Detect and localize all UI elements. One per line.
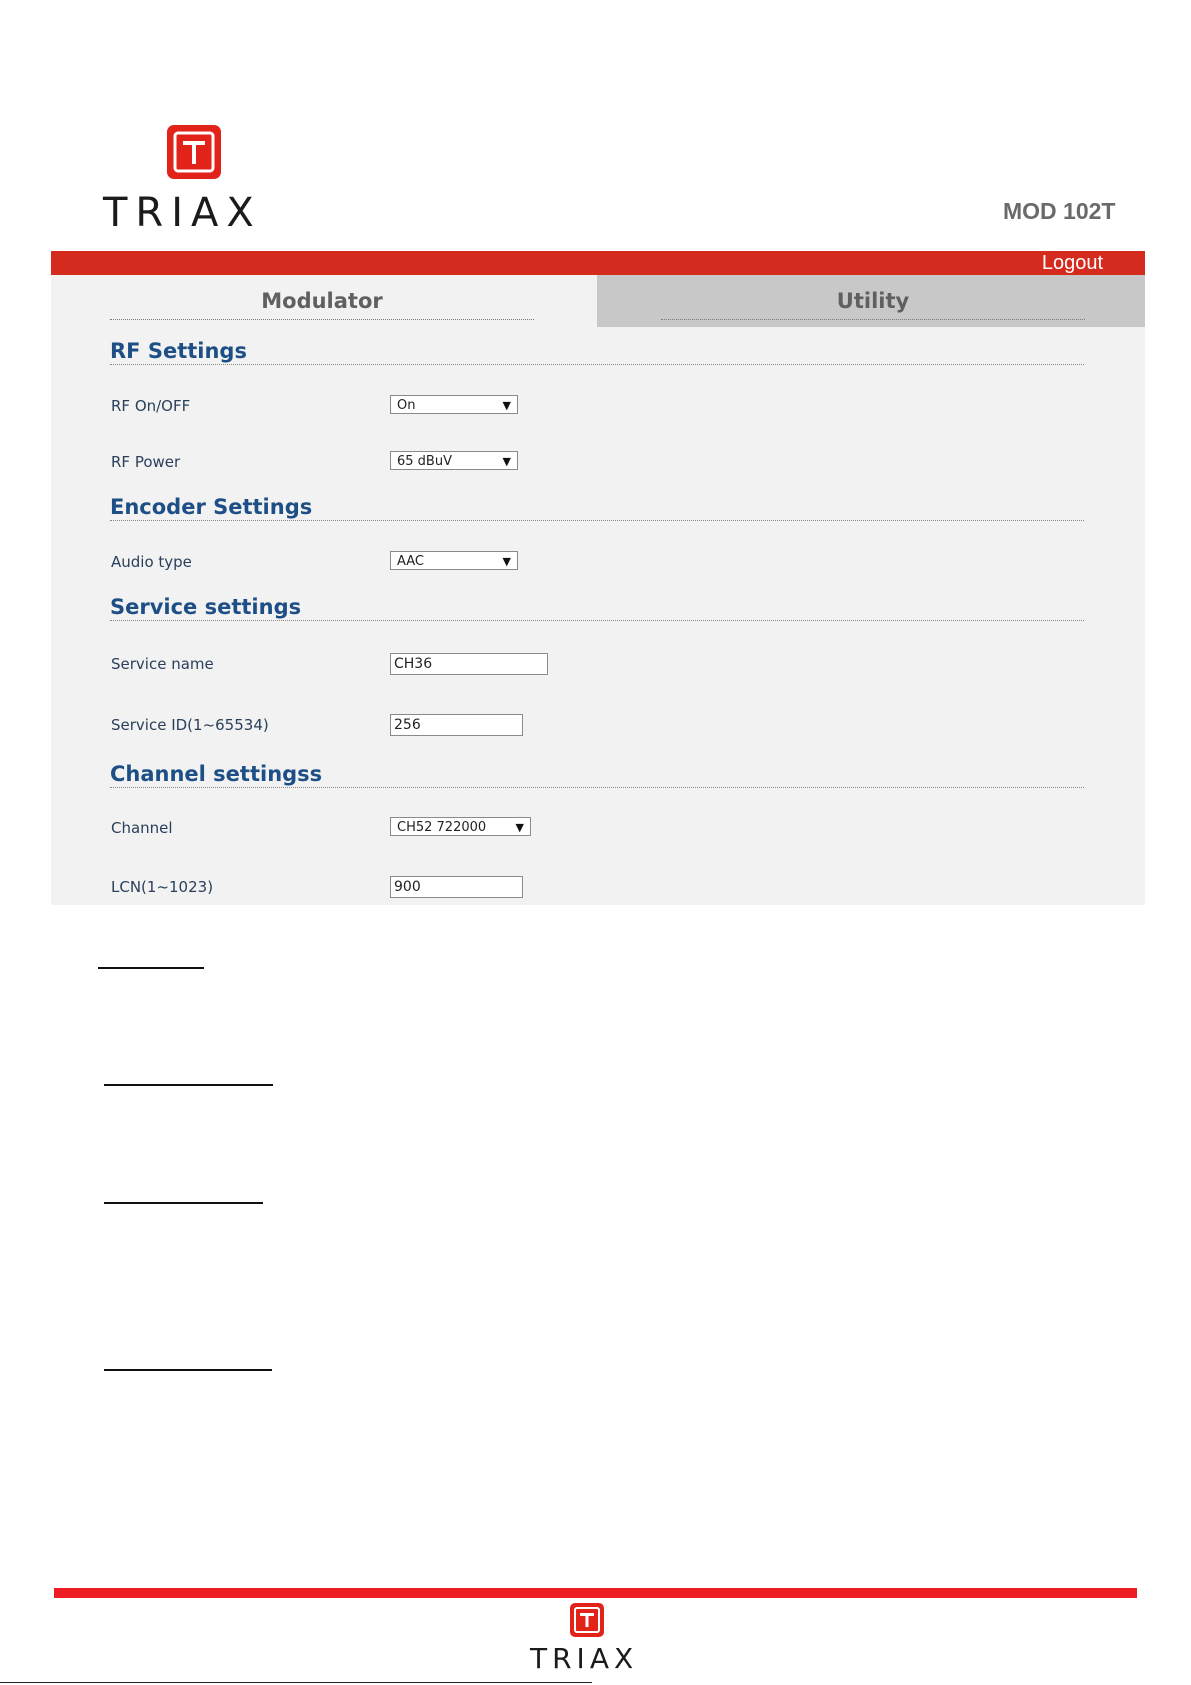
footer-brand-wordmark: TRIAX — [530, 1642, 639, 1675]
top-bar — [51, 251, 1145, 275]
channel-label: Channel — [111, 819, 173, 837]
rf-power-label: RF Power — [111, 453, 181, 471]
triax-t-icon — [167, 125, 221, 179]
triax-logo-badge — [167, 125, 221, 179]
rf-power-value: 65 dBuV — [397, 454, 452, 469]
model-name: MOD 102T — [1003, 198, 1116, 224]
page-bottom-rule — [0, 1682, 592, 1683]
service-id-label: Service ID(1~65534) — [111, 716, 269, 734]
dropdown-arrow-icon: ▼ — [502, 455, 511, 468]
audio-type-label: Audio type — [111, 553, 192, 571]
section-title-channel: Channel settingss — [110, 762, 1084, 788]
dropdown-arrow-icon: ▼ — [502, 399, 511, 412]
audio-type-value: AAC — [397, 554, 424, 569]
tab-modulator[interactable]: Modulator — [110, 289, 534, 320]
triax-t-icon — [570, 1603, 604, 1637]
audio-type-select[interactable] — [390, 551, 518, 570]
section-title-encoder: Encoder Settings — [110, 495, 1084, 521]
tab-utility[interactable]: Utility — [661, 289, 1085, 320]
rf-power-select[interactable] — [390, 451, 518, 470]
rf-onoff-value: On — [397, 398, 416, 413]
footer-logo-badge — [570, 1603, 604, 1637]
blank-underline — [104, 1084, 273, 1086]
rf-onoff-select[interactable] — [390, 395, 518, 414]
settings-panel — [51, 275, 1145, 905]
logout-link[interactable]: Logout — [1041, 252, 1103, 274]
lcn-input[interactable]: 900 — [390, 876, 523, 898]
blank-underline — [104, 1369, 272, 1371]
channel-value: CH52 722000 — [397, 820, 487, 835]
dropdown-arrow-icon: ▼ — [515, 821, 524, 834]
brand-wordmark: TRIAX — [103, 190, 262, 236]
dropdown-arrow-icon: ▼ — [502, 555, 511, 568]
service-id-input[interactable]: 256 — [390, 714, 523, 736]
footer-red-bar — [54, 1588, 1137, 1598]
section-title-service: Service settings — [110, 595, 1084, 621]
blank-underline — [104, 1202, 263, 1204]
rf-onoff-label: RF On/OFF — [111, 397, 191, 415]
channel-select[interactable] — [390, 817, 531, 836]
lcn-label: LCN(1~1023) — [111, 878, 214, 896]
service-name-input[interactable]: CH36 — [390, 653, 548, 675]
section-title-rf: RF Settings — [110, 339, 1084, 365]
blank-underline — [98, 967, 204, 969]
service-name-label: Service name — [111, 655, 214, 673]
